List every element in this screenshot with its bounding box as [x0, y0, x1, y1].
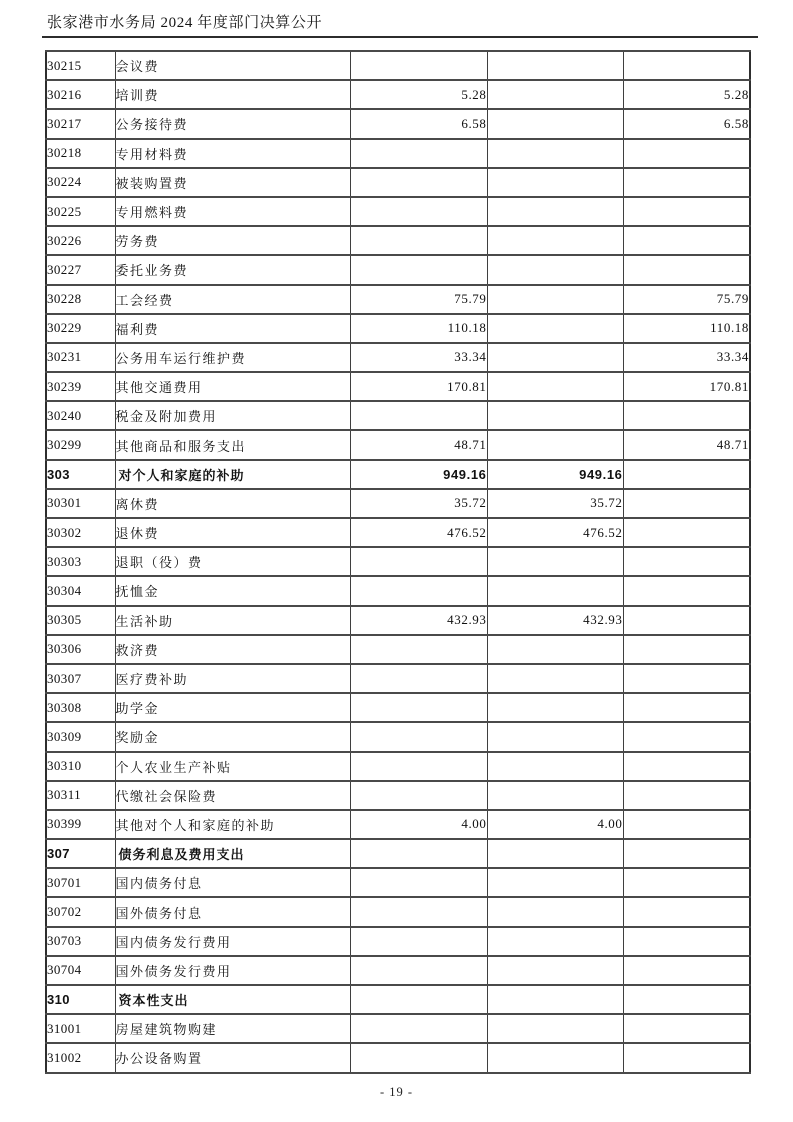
- table-row: [46, 897, 750, 926]
- cell-code: 30311: [46, 781, 115, 810]
- cell-value-1: 170.81: [350, 372, 487, 401]
- cell-value-3: 48.71: [623, 430, 750, 459]
- table-row: [46, 168, 750, 197]
- cell-name: 福利费: [115, 314, 350, 343]
- cell-name: 资本性支出: [115, 985, 350, 1014]
- cell-value-2: [487, 752, 623, 781]
- table-row: [46, 314, 750, 343]
- cell-value-2: [487, 430, 623, 459]
- cell-value-3: [623, 226, 750, 255]
- cell-value-2: [487, 168, 623, 197]
- cell-name: 委托业务费: [115, 255, 350, 284]
- cell-value-3: [623, 956, 750, 985]
- cell-value-2: [487, 226, 623, 255]
- cell-name: 代缴社会保险费: [115, 781, 350, 810]
- cell-value-2: [487, 285, 623, 314]
- cell-value-2: 949.16: [487, 460, 623, 489]
- cell-value-1: [350, 693, 487, 722]
- cell-value-1: 110.18: [350, 314, 487, 343]
- cell-name: 其他对个人和家庭的补助: [115, 810, 350, 839]
- table-row: [46, 285, 750, 314]
- cell-value-1: 48.71: [350, 430, 487, 459]
- cell-name: 个人农业生产补贴: [115, 752, 350, 781]
- cell-value-3: [623, 197, 750, 226]
- table-row: [46, 51, 750, 80]
- cell-value-1: [350, 226, 487, 255]
- cell-value-3: [623, 722, 750, 751]
- cell-value-2: [487, 1043, 623, 1072]
- cell-value-2: [487, 781, 623, 810]
- cell-value-1: [350, 752, 487, 781]
- cell-value-3: [623, 139, 750, 168]
- cell-name: 救济费: [115, 635, 350, 664]
- cell-value-1: 949.16: [350, 460, 487, 489]
- cell-name: 国外债务付息: [115, 897, 350, 926]
- cell-value-3: [623, 781, 750, 810]
- cell-value-2: [487, 1014, 623, 1043]
- cell-name: 房屋建筑物购建: [115, 1014, 350, 1043]
- table-row-category: [46, 985, 750, 1014]
- table-row: [46, 1014, 750, 1043]
- table-row: [46, 781, 750, 810]
- cell-value-2: [487, 343, 623, 372]
- cell-value-2: [487, 51, 623, 80]
- cell-name: 工会经费: [115, 285, 350, 314]
- cell-value-3: [623, 635, 750, 664]
- cell-code: 30227: [46, 255, 115, 284]
- cell-code: 30215: [46, 51, 115, 80]
- cell-value-2: [487, 372, 623, 401]
- cell-name: 生活补助: [115, 606, 350, 635]
- table-row: [46, 430, 750, 459]
- table-row-category: [46, 839, 750, 868]
- cell-value-2: [487, 401, 623, 430]
- cell-value-2: [487, 197, 623, 226]
- cell-code: 30240: [46, 401, 115, 430]
- cell-value-2: [487, 722, 623, 751]
- cell-name: 国外债务发行费用: [115, 956, 350, 985]
- cell-value-1: [350, 664, 487, 693]
- cell-code: 30704: [46, 956, 115, 985]
- cell-code: 30305: [46, 606, 115, 635]
- table-row: [46, 518, 750, 547]
- cell-value-1: [350, 839, 487, 868]
- cell-name: 其他交通费用: [115, 372, 350, 401]
- cell-value-3: 170.81: [623, 372, 750, 401]
- cell-value-2: 4.00: [487, 810, 623, 839]
- cell-value-1: [350, 635, 487, 664]
- cell-name: 离休费: [115, 489, 350, 518]
- cell-value-1: [350, 1014, 487, 1043]
- table-row: [46, 80, 750, 109]
- cell-value-1: [350, 781, 487, 810]
- cell-value-1: 5.28: [350, 80, 487, 109]
- cell-code: 30303: [46, 547, 115, 576]
- cell-value-3: [623, 985, 750, 1014]
- cell-name: 公务接待费: [115, 109, 350, 138]
- table-row: [46, 868, 750, 897]
- cell-value-2: [487, 547, 623, 576]
- cell-value-2: [487, 868, 623, 897]
- cell-value-2: [487, 693, 623, 722]
- cell-code: 31002: [46, 1043, 115, 1072]
- cell-code: 30701: [46, 868, 115, 897]
- table-row: [46, 401, 750, 430]
- cell-name: 退休费: [115, 518, 350, 547]
- cell-name: 国内债务付息: [115, 868, 350, 897]
- cell-value-1: [350, 927, 487, 956]
- cell-value-3: [623, 752, 750, 781]
- cell-value-3: [623, 576, 750, 605]
- cell-value-3: [623, 489, 750, 518]
- cell-value-3: [623, 255, 750, 284]
- cell-value-3: [623, 810, 750, 839]
- cell-code: 30231: [46, 343, 115, 372]
- cell-value-1: [350, 868, 487, 897]
- cell-name: 债务利息及费用支出: [115, 839, 350, 868]
- cell-value-2: [487, 80, 623, 109]
- cell-name: 专用燃料费: [115, 197, 350, 226]
- cell-code: 30702: [46, 897, 115, 926]
- table-row: [46, 927, 750, 956]
- cell-name: 培训费: [115, 80, 350, 109]
- cell-code: 30309: [46, 722, 115, 751]
- page-number: - 19 -: [379, 1085, 414, 1099]
- cell-code: 30302: [46, 518, 115, 547]
- cell-name: 奖励金: [115, 722, 350, 751]
- cell-value-1: [350, 139, 487, 168]
- cell-name: 退职（役）费: [115, 547, 350, 576]
- cell-code: 310: [46, 985, 115, 1014]
- cell-value-2: 476.52: [487, 518, 623, 547]
- cell-value-3: 5.28: [623, 80, 750, 109]
- cell-value-2: [487, 985, 623, 1014]
- cell-value-3: [623, 460, 750, 489]
- cell-name: 助学金: [115, 693, 350, 722]
- cell-value-3: [623, 547, 750, 576]
- cell-code: 30239: [46, 372, 115, 401]
- cell-value-1: 476.52: [350, 518, 487, 547]
- cell-code: 30225: [46, 197, 115, 226]
- cell-value-3: 6.58: [623, 109, 750, 138]
- cell-value-3: [623, 168, 750, 197]
- table-row-category: [46, 460, 750, 489]
- cell-code: 30310: [46, 752, 115, 781]
- cell-code: 30703: [46, 927, 115, 956]
- cell-name: 对个人和家庭的补助: [115, 460, 350, 489]
- cell-name: 劳务费: [115, 226, 350, 255]
- cell-value-1: [350, 722, 487, 751]
- table-row: [46, 752, 750, 781]
- table-row: [46, 810, 750, 839]
- cell-value-3: [623, 606, 750, 635]
- cell-value-2: [487, 664, 623, 693]
- cell-code: 31001: [46, 1014, 115, 1043]
- table-row: [46, 635, 750, 664]
- cell-value-2: [487, 897, 623, 926]
- table-row: [46, 343, 750, 372]
- cell-value-1: [350, 51, 487, 80]
- cell-name: 其他商品和服务支出: [115, 430, 350, 459]
- cell-value-1: [350, 576, 487, 605]
- cell-name: 医疗费补助: [115, 664, 350, 693]
- cell-code: 307: [46, 839, 115, 868]
- table-row: [46, 255, 750, 284]
- cell-value-2: [487, 576, 623, 605]
- cell-value-3: [623, 1014, 750, 1043]
- cell-value-3: 75.79: [623, 285, 750, 314]
- table-row: [46, 664, 750, 693]
- cell-value-1: [350, 168, 487, 197]
- cell-value-3: [623, 868, 750, 897]
- table-row: [46, 547, 750, 576]
- header-divider: [42, 36, 758, 38]
- cell-value-2: [487, 839, 623, 868]
- table-row: [46, 226, 750, 255]
- cell-name: 公务用车运行维护费: [115, 343, 350, 372]
- cell-value-2: 35.72: [487, 489, 623, 518]
- cell-value-3: 33.34: [623, 343, 750, 372]
- cell-value-2: [487, 927, 623, 956]
- table-row: [46, 956, 750, 985]
- table-row: [46, 693, 750, 722]
- cell-value-1: 33.34: [350, 343, 487, 372]
- cell-value-1: [350, 401, 487, 430]
- cell-value-3: [623, 839, 750, 868]
- cell-code: 303: [46, 460, 115, 489]
- page-header-title: 张家港市水务局 2024 年度部门决算公开: [47, 15, 323, 31]
- cell-value-3: [623, 518, 750, 547]
- cell-code: 30229: [46, 314, 115, 343]
- cell-code: 30307: [46, 664, 115, 693]
- cell-value-1: 75.79: [350, 285, 487, 314]
- cell-value-3: [623, 51, 750, 80]
- cell-value-3: [623, 664, 750, 693]
- budget-table-body: [46, 51, 750, 1073]
- cell-name: 国内债务发行费用: [115, 927, 350, 956]
- cell-value-2: [487, 109, 623, 138]
- cell-value-3: 110.18: [623, 314, 750, 343]
- cell-value-1: [350, 1043, 487, 1072]
- cell-value-3: [623, 897, 750, 926]
- cell-value-3: [623, 927, 750, 956]
- cell-code: 30216: [46, 80, 115, 109]
- cell-value-1: 6.58: [350, 109, 487, 138]
- cell-value-3: [623, 693, 750, 722]
- cell-code: 30306: [46, 635, 115, 664]
- cell-value-1: 432.93: [350, 606, 487, 635]
- cell-code: 30299: [46, 430, 115, 459]
- cell-code: 30218: [46, 139, 115, 168]
- cell-value-1: [350, 956, 487, 985]
- cell-code: 30224: [46, 168, 115, 197]
- cell-value-1: [350, 197, 487, 226]
- cell-value-1: [350, 897, 487, 926]
- table-row: [46, 139, 750, 168]
- cell-value-1: [350, 985, 487, 1014]
- cell-name: 办公设备购置: [115, 1043, 350, 1072]
- cell-code: 30399: [46, 810, 115, 839]
- budget-table: [45, 50, 751, 1074]
- cell-code: 30304: [46, 576, 115, 605]
- table-row: [46, 606, 750, 635]
- cell-value-2: [487, 139, 623, 168]
- cell-code: 30217: [46, 109, 115, 138]
- cell-name: 被装购置费: [115, 168, 350, 197]
- cell-name: 税金及附加费用: [115, 401, 350, 430]
- cell-value-1: [350, 255, 487, 284]
- cell-value-1: 4.00: [350, 810, 487, 839]
- cell-name: 会议费: [115, 51, 350, 80]
- cell-value-3: [623, 401, 750, 430]
- cell-code: 30308: [46, 693, 115, 722]
- table-row: [46, 489, 750, 518]
- cell-code: 30301: [46, 489, 115, 518]
- cell-name: 专用材料费: [115, 139, 350, 168]
- cell-value-1: 35.72: [350, 489, 487, 518]
- table-row: [46, 576, 750, 605]
- cell-code: 30226: [46, 226, 115, 255]
- cell-name: 抚恤金: [115, 576, 350, 605]
- table-row: [46, 722, 750, 751]
- cell-value-2: [487, 255, 623, 284]
- table-row: [46, 109, 750, 138]
- cell-value-2: [487, 956, 623, 985]
- table-row: [46, 1043, 750, 1072]
- table-row: [46, 372, 750, 401]
- cell-value-3: [623, 1043, 750, 1072]
- cell-value-2: 432.93: [487, 606, 623, 635]
- cell-value-2: [487, 314, 623, 343]
- table-row: [46, 197, 750, 226]
- cell-code: 30228: [46, 285, 115, 314]
- cell-value-2: [487, 635, 623, 664]
- cell-value-1: [350, 547, 487, 576]
